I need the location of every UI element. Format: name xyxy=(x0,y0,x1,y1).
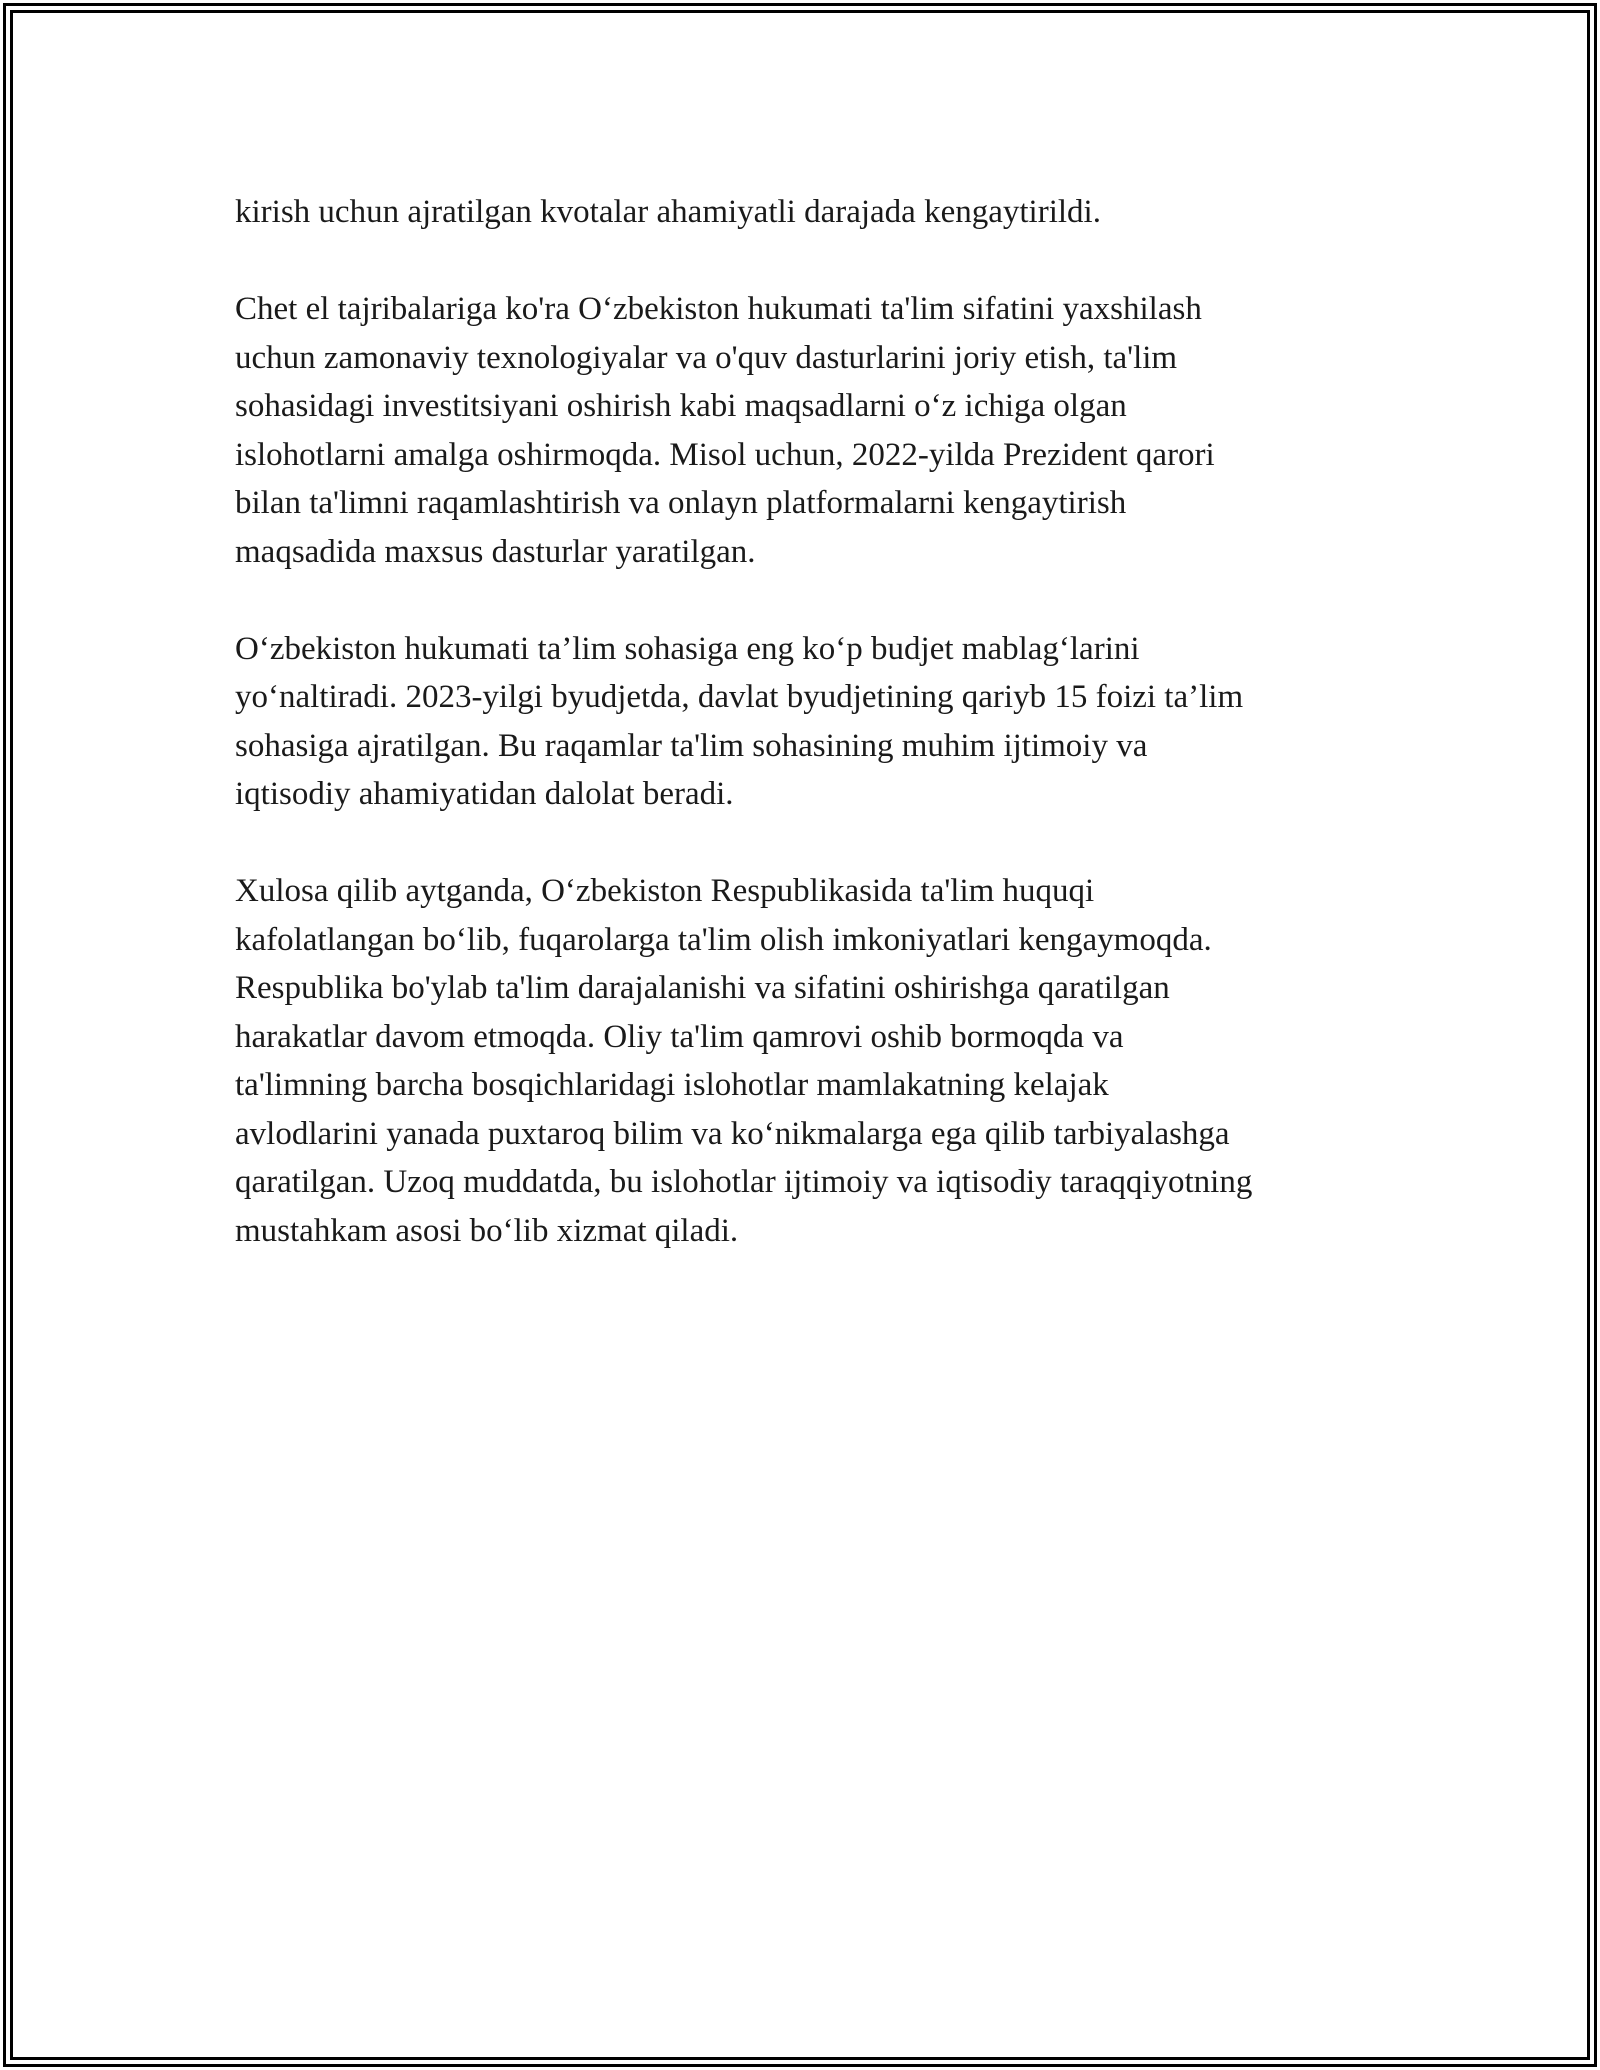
text-line: Xulosa qilib aytganda, O‘zbekiston Respublikasida ta'lim huquqi xyxy=(235,873,1095,909)
text-line: bilan ta'limni raqamlashtirish va onlayn platformalarni kengaytirish xyxy=(235,485,1127,521)
text-line: uchun zamonaviy texnologiyalar va o'quv dasturlarini joriy etish, ta'lim xyxy=(235,339,1178,376)
text-line: avlodlarini yanada puxtaroq bilim va ko‘nikmalarga ega qilib tarbiyalashga xyxy=(235,1115,1230,1152)
text-line: yo‘naltiradi. 2023-yilgi byudjetda, davlat byudjetining qariyb 15 foizi ta’lim xyxy=(235,679,1244,715)
text-line: O‘zbekiston hukumati ta’lim sohasiga eng ko‘p budjet mablag‘larini xyxy=(235,630,1140,667)
paragraph-1 xyxy=(235,188,1415,237)
text-line: ta'limning barcha bosqichlaridagi islohotlar mamlakatning kelajak xyxy=(235,1067,1109,1103)
text-line: sohasidagi investitsiyani oshirish kabi maqsadlarni o‘z ichiga olgan xyxy=(235,388,1127,424)
paragraph-3 xyxy=(235,625,1415,819)
text-line: iqtisodiy ahamiyatidan dalolat beradi. xyxy=(235,776,734,812)
paragraph-4 xyxy=(235,867,1415,1255)
text-line: sohasiga ajratilgan. Bu raqamlar ta'lim sohasining muhim ijtimoiy va xyxy=(235,727,1148,764)
text-line: kafolatlangan bo‘lib, fuqarolarga ta'lim olish imkoniyatlari kengaymoqda. xyxy=(235,921,1212,958)
text-line: harakatlar davom etmoqda. Oliy ta'lim qamrovi oshib bormoqda va xyxy=(235,1018,1124,1055)
text-line: Chet el tajribalariga ko'ra O‘zbekiston hukumati ta'lim sifatini yaxshilash xyxy=(235,291,1202,327)
document-body xyxy=(235,188,1415,1304)
text-line: Respublika bo'ylab ta'lim darajalanishi va sifatini oshirishga qaratilgan xyxy=(235,970,1170,1006)
text-line: islohotlarni amalga oshirmoqda. Misol uchun, 2022-yilda Prezident qarori xyxy=(235,436,1215,473)
paragraph-2 xyxy=(235,285,1415,576)
text-line: maqsadida maxsus dasturlar yaratilgan. xyxy=(235,533,756,570)
text-line: kirish uchun ajratilgan kvotalar ahamiyatli darajada kengaytirildi. xyxy=(235,194,1101,230)
text-line: mustahkam asosi bo‘lib xizmat qiladi. xyxy=(235,1212,739,1249)
text-line: qaratilgan. Uzoq muddatda, bu islohotlar ijtimoiy va iqtisodiy taraqqiyotning xyxy=(235,1164,1253,1200)
